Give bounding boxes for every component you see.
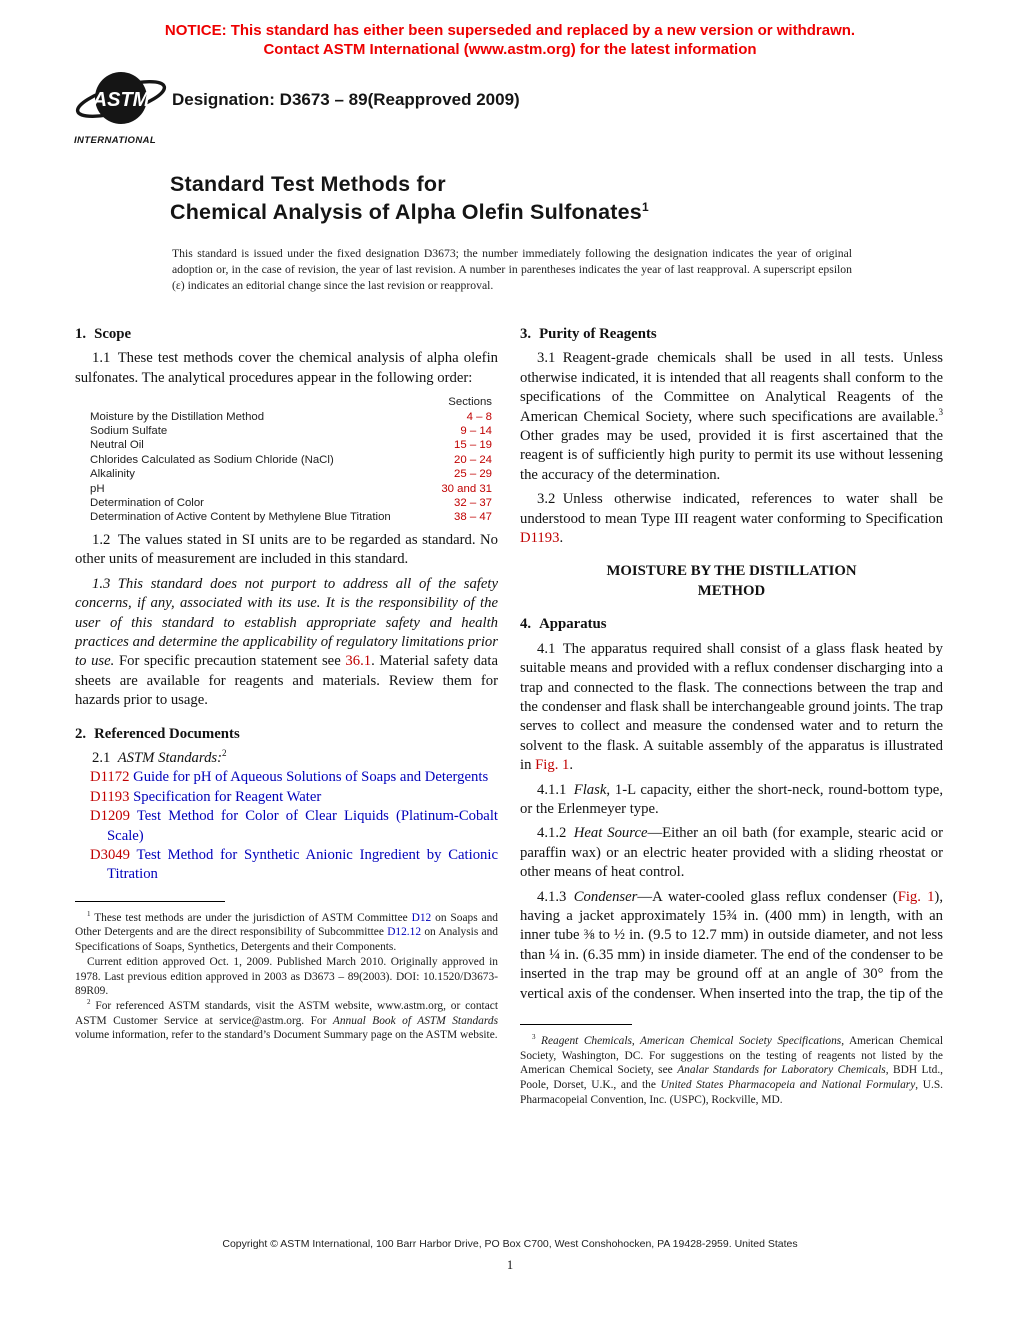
referenced-standard: [75, 807, 498, 846]
standard-title-link[interactable]: Specification for Reagent Water: [133, 788, 322, 805]
text-segment: Heat Source: [573, 825, 648, 842]
section-heading-apparatus: [520, 615, 943, 634]
text-segment: Annual Book of ASTM Standards: [332, 1014, 499, 1027]
text-segment: on Analysis and Specifications of Soaps, Synthetics, Detergents and their Components.: [75, 926, 498, 954]
footnote-1: [75, 911, 498, 955]
text-segment: .: [569, 757, 574, 774]
procedure-label: Determination of Color: [90, 497, 204, 510]
procedure-label: Moisture by the Distillation Method: [90, 410, 265, 423]
text-segment: volume information, refer to the standard’s Document Summary page on the ASTM website.: [75, 1029, 498, 1042]
section-heading-purity: [520, 325, 943, 344]
section-range-link[interactable]: 38 – 47: [453, 511, 492, 524]
cross-reference-link[interactable]: 36.1: [345, 653, 372, 670]
text-segment: For specific precaution statement see: [114, 653, 346, 670]
procedure-label: Alkalinity: [90, 468, 135, 481]
table-row: [75, 496, 498, 510]
title-line-2: [170, 198, 649, 226]
section-range-link[interactable]: 25 – 29: [453, 468, 492, 481]
section-range-link[interactable]: 32 – 37: [453, 497, 492, 510]
text-segment: on Soaps and Other Detergents and are the direct responsibility of Subcommittee: [75, 911, 498, 939]
astm-logo-emblem: [74, 68, 168, 132]
text-segment: , BDH Ltd., Poole, Dorset, U.K., and the: [520, 1064, 944, 1092]
text-segment: 1.3 This standard does not purport to address all of the safety concerns, if any, associated with its use. It is the responsibility of the user of this standard to establish appropriate safety and health practices and determine the applicability of regulatory limitations prior to use.: [75, 575, 498, 670]
left-column: [75, 325, 498, 1043]
text-segment: , American Chemical Society, Washington, DC. For suggestions on the testing of reagents not listed by the American Chemical Society, see: [520, 1035, 943, 1077]
text-segment: These test methods are under the jurisdiction of ASTM Committee: [90, 911, 412, 924]
standard-code-link[interactable]: D3049: [90, 846, 130, 863]
text-segment: 1.1 These test methods cover the chemical analysis of alpha olefin sulfonates. The analytical procedures appear in the following order:: [75, 350, 498, 386]
procedure-label: Sodium Sulfate: [90, 425, 168, 438]
paragraph-2-1: [75, 749, 498, 768]
standard-title-link[interactable]: Guide for pH of Aqueous Solutions of Soaps and Detergents: [133, 769, 489, 786]
section-heading-scope: [75, 325, 498, 344]
procedure-label: Chlorides Calculated as Sodium Chloride (NaCl): [90, 453, 334, 466]
moisture-heading-line-1: MOISTURE BY THE DISTILLATION: [606, 563, 857, 580]
paragraph-3-1: [520, 349, 943, 485]
title-line-1: Standard Test Methods for: [170, 172, 446, 196]
section-title: Referenced Documents: [94, 725, 240, 742]
section-number: 4.: [520, 616, 532, 633]
notice-line-1: NOTICE: This standard has either been superseded and replaced by a new version or withdrawn.: [164, 22, 856, 39]
left-footnotes: [75, 901, 498, 1043]
text-segment: Analar Standards for Laboratory Chemicals: [677, 1064, 886, 1077]
text-segment: , 1-L capacity, either the short-neck, round-bottom type, or the Erlenmeyer type.: [520, 781, 943, 817]
referenced-standard: [75, 846, 498, 885]
section-title: Purity of Reagents: [539, 326, 657, 342]
table-row: [75, 467, 498, 481]
cross-reference-link[interactable]: Fig. 1: [897, 888, 935, 905]
text-segment: Other grades may be used, provided it is first ascertained that the reagent is of sufficiently high purity to permit its use without lessening the accuracy of the determination.: [520, 428, 943, 483]
text-segment: —A water-cooled glass reflux condenser (: [637, 888, 898, 905]
right-column: [520, 325, 943, 1108]
footnote-2: [75, 999, 498, 1043]
table-row: [75, 482, 498, 496]
paragraph-1-1: [75, 349, 498, 388]
text-segment: 2.1: [92, 749, 118, 766]
text-segment: ), having a jacket approximately 15¾ in. (400 mm) in length, with an inner tube ⅜ to ½ in. (9.5 to 12.7 mm) in outside diameter, and not less than ¼ in. (6.35 mm) in inside diameter. The end of the condenser to be inserted in the trap may be ground off at an angle of 30° from the vertical axis of the condenser. When inserted into the trap, the tip of the: [520, 888, 943, 1002]
page-number: 1: [506, 1258, 514, 1272]
text-segment: 4.1.1: [537, 781, 574, 798]
designation-line: Designation: D3673 – 89(Reapproved 2009): [172, 90, 520, 109]
page-title: [170, 170, 649, 226]
title-text: Chemical Analysis of Alpha Olefin Sulfonates: [170, 200, 642, 224]
table-row: [75, 438, 498, 452]
procedure-label: Neutral Oil: [90, 439, 144, 452]
text-segment: 1: [87, 909, 91, 918]
standard-title-link[interactable]: Test Method for Synthetic Anionic Ingredient by Cationic Titration: [107, 846, 498, 883]
text-segment: Current edition approved Oct. 1, 2009. Published March 2010. Originally approved in 1978. Last previous edition approved in 2003 as D3673 – 89(2003). DOI: 10.1520/D3673-89R09.: [75, 955, 498, 998]
paragraph-4-1: [520, 640, 943, 776]
cross-reference-link[interactable]: D12.12: [387, 926, 422, 939]
text-segment: Condenser: [573, 888, 638, 905]
section-number: 2.: [75, 725, 87, 742]
table-row: [75, 424, 498, 438]
footnote-3: [520, 1034, 943, 1108]
notice-line-2: Contact ASTM International (www.astm.org) for the latest information: [263, 40, 757, 58]
procedure-label: Determination of Active Content by Methylene Blue Titration: [90, 511, 391, 524]
section-number: 1.: [75, 326, 87, 342]
text-segment: 1.2 The values stated in SI units are to be regarded as standard. No other units of measurement are included in this standard.: [75, 531, 498, 568]
section-range-link[interactable]: 20 – 24: [453, 453, 492, 466]
moisture-method-heading: [520, 562, 943, 601]
cross-reference-link[interactable]: Fig. 1: [535, 757, 570, 774]
referenced-standard: [75, 788, 498, 807]
text-segment: Flask: [573, 781, 607, 798]
standard-title-link[interactable]: Test Method for Color of Clear Liquids (Platinum-Cobalt Scale): [107, 808, 498, 844]
title-footnote-ref[interactable]: 1: [641, 199, 649, 214]
text-segment: 3: [938, 406, 943, 417]
referenced-standard: [75, 768, 498, 787]
scope-sections-table: [75, 395, 498, 525]
table-row: [75, 410, 498, 424]
superseded-notice: [0, 22, 1020, 59]
section-title: Apparatus: [539, 616, 607, 633]
text-segment: 4.1.2: [537, 825, 574, 842]
issuance-paragraph: This standard is issued under the fixed designation D3673; the number immediately following the designation indicates the year of original adoption or, in the case of revision, the year of last revision. A number in parentheses indicates the year of last reapproval. A superscript epsilon (ε) indicates an editorial change since the last revision or reapproval.: [172, 247, 852, 292]
text-segment: ASTM Standards:: [117, 749, 223, 766]
right-footnotes: [520, 1024, 943, 1108]
section-number: 3.: [520, 326, 532, 342]
table-row: [75, 510, 498, 524]
copyright-line: Copyright © ASTM International, 100 Barr Harbor Drive, PO Box C700, West Conshohocken, PA 19428-2959. United States: [222, 1238, 798, 1250]
section-range-link[interactable]: 30 and 31: [441, 482, 492, 495]
standard-code-link[interactable]: D1172: [90, 769, 130, 786]
footnote-edition: [75, 955, 498, 999]
paragraph-1-2: [75, 531, 498, 570]
text-segment: For referenced ASTM standards, visit the ASTM website, www.astm.org, or contact ASTM Customer Service at service@astm.org. For: [75, 1000, 498, 1027]
table-row: [75, 453, 498, 467]
section-range-link[interactable]: 4 – 8: [466, 410, 492, 423]
astm-logo: [74, 68, 168, 146]
astm-logo-text: ASTM: [92, 89, 150, 111]
text-segment: 4.1 The apparatus required shall consist of a glass flask heated by suitable means and provided with a reflux condenser discharging into a trap and connected to the flask. The connections between the trap and the condenser and flask shall be interchangeable ground joints. The trap serves to collect and measure the condensed water and to return the solvent to the flask. A suitable assembly of the apparatus is illustrated in: [520, 640, 943, 774]
text-segment: . Material safety data sheets are available for reagents and materials. Review them for hazards prior to usage.: [75, 653, 498, 709]
moisture-heading-line-2: METHOD: [697, 582, 766, 599]
standard-code-link[interactable]: D1209: [90, 808, 130, 825]
cross-reference-link[interactable]: D1193: [520, 530, 560, 547]
cross-reference-link[interactable]: D12: [411, 911, 432, 924]
text-segment: 3.2 Unless otherwise indicated, references to water shall be understood to mean Type III reagent water conforming to Specification: [520, 491, 943, 527]
paragraph-3-2: [520, 490, 943, 548]
paragraph-1-3: [75, 575, 498, 711]
text-segment: 2: [222, 748, 227, 759]
text-segment: United States Pharmacopeia and National Formulary: [660, 1079, 916, 1092]
text-segment: .: [559, 530, 564, 547]
scope-table-header: Sections: [448, 396, 492, 409]
section-heading-referenced-documents: [75, 725, 498, 744]
text-segment: Reagent Chemicals, American Chemical Society Specifications: [535, 1035, 842, 1047]
section-title: Scope: [94, 326, 132, 342]
standard-code-link[interactable]: D1193: [90, 788, 130, 805]
paragraph-4-1-2: [520, 824, 943, 882]
section-range-link[interactable]: 15 – 19: [453, 439, 492, 452]
text-segment: 3: [532, 1033, 536, 1042]
text-segment: 2: [87, 998, 91, 1007]
footnote-rule: [75, 901, 225, 902]
text-segment: —Either an oil bath (for example, stearic acid or paraffin wax) or an electric heater provided with a sliding rheostat or other means of heat control.: [520, 825, 943, 881]
procedure-label: pH: [90, 482, 105, 495]
text-segment: 3.1 Reagent-grade chemicals shall be used in all tests. Unless otherwise indicated, it is intended that all reagents shall conform to the specifications of the Committee on Analytical Reagents of the American Chemical Society, where such specifications are available.: [520, 350, 943, 425]
text-segment: , U.S. Pharmacopeial Convention, Inc. (USPC), Rockville, MD.: [520, 1079, 944, 1106]
text-segment: 4.1.3: [537, 888, 574, 905]
footnote-rule: [520, 1024, 632, 1025]
astm-logo-subtext: INTERNATIONAL: [74, 135, 157, 146]
paragraph-4-1-3: [520, 888, 943, 1004]
paragraph-4-1-1: [520, 781, 943, 820]
section-range-link[interactable]: 9 – 14: [460, 425, 492, 438]
